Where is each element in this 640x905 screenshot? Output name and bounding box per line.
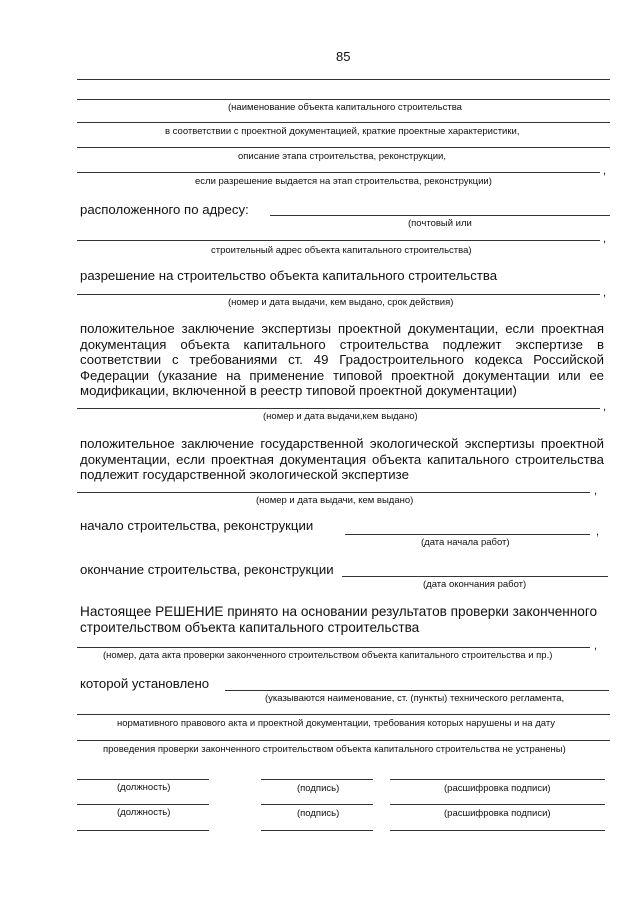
label-established: которой установлено <box>80 676 210 691</box>
signature-line <box>390 804 605 805</box>
paragraph-line: соответствии с требованиями ст. 49 Градостроительного кодекса Российской <box>80 352 604 367</box>
caption-decoding: (расшифровка подписи) <box>444 783 551 794</box>
caption-position: (должность) <box>117 807 171 818</box>
caption-build-address: строительный адрес объекта капитального строительства) <box>211 245 472 256</box>
fill-line <box>77 172 600 173</box>
comma: , <box>594 485 598 497</box>
caption-stage-desc: описание этапа строительства, реконструкции, <box>238 151 446 162</box>
decision-line-1: Настоящее РЕШЕНИЕ принято на основании результатов проверки законченного <box>80 604 598 619</box>
fill-line <box>77 99 610 100</box>
caption-end-date: (дата окончания работ) <box>423 579 527 590</box>
fill-line <box>342 576 608 577</box>
signature-line <box>390 779 605 780</box>
caption-regulation: (указываются наименование, ст. (пункты) технического регламента, <box>265 693 565 704</box>
comma: , <box>596 526 600 538</box>
label-located-at: расположенного по адресу: <box>80 202 249 217</box>
paragraph-line: положительное заключение государственной экологической экспертизы проектной <box>80 436 604 451</box>
signature-line <box>261 830 373 831</box>
label-start: начало строительства, реконструкции <box>80 518 314 533</box>
caption-object-name: (наименование объекта капитального строительства <box>228 102 462 113</box>
caption-check-date: проведения проверки законченного строительством объекта капитального строительства не устранены) <box>103 744 566 755</box>
fill-line <box>77 408 600 409</box>
fill-line <box>270 215 610 216</box>
caption-stage-permit: если разрешение выдается на этап строительства, реконструкции) <box>195 176 492 187</box>
signature-line <box>261 804 373 805</box>
caption-signature: (подпись) <box>297 808 340 819</box>
decision-line-2: строительством объекта капитального строительства <box>80 620 420 635</box>
paragraph-line: документации, если проектная документация объекта капитального строительства <box>80 451 604 467</box>
paragraph-line: документация объекта капитального строительства подлежит экспертизе в <box>80 336 604 352</box>
comma: , <box>603 233 607 245</box>
comma: , <box>603 165 607 177</box>
comma: , <box>603 287 607 299</box>
fill-line <box>77 492 590 493</box>
caption-signature: (подпись) <box>297 783 340 794</box>
fill-line <box>77 79 610 80</box>
paragraph-line: Федерации (указание на применение типовой проектной документации или ее <box>80 367 604 383</box>
caption-design-docs: в соответствии с проектной документацией, краткие проектные характеристики, <box>165 126 520 137</box>
signature-line <box>77 830 209 831</box>
caption-expertise-details: (номер и дата выдачи,кем выдано) <box>263 411 418 422</box>
caption-permit-details: (номер и дата выдачи, кем выдано, срок действия) <box>228 297 454 308</box>
caption-start-date: (дата начала работ) <box>421 537 510 548</box>
paragraph-line: модификации, включенной в реестр типовой проектной документации) <box>80 383 517 398</box>
paragraph-line: подлежит государственной экологической экспертизе <box>80 467 409 482</box>
fill-line <box>77 240 600 241</box>
signature-line <box>390 830 605 831</box>
fill-line <box>77 647 590 648</box>
paragraph-eco <box>80 436 604 483</box>
fill-line <box>345 534 590 535</box>
signature-line <box>261 779 373 780</box>
signature-line <box>77 779 209 780</box>
paragraph-line: положительное заключение экспертизы проектной документации, если проектная <box>80 321 604 336</box>
fill-line <box>225 690 609 691</box>
signature-line <box>77 804 209 805</box>
comma: , <box>594 640 598 652</box>
comma: , <box>603 401 607 413</box>
caption-act-details: (номер, дата акта проверки законченного строительством объекта капитального строительства и пр.) <box>103 650 553 661</box>
paragraph-expertise <box>80 321 604 399</box>
label-permit: разрешение на строительство объекта капитального строительства <box>80 268 498 283</box>
caption-decoding: (расшифровка подписи) <box>444 808 551 819</box>
fill-line <box>77 294 600 295</box>
caption-eco-details: (номер и дата выдачи, кем выдано) <box>256 495 414 506</box>
page-number: 85 <box>336 49 351 64</box>
fill-line <box>77 714 610 715</box>
caption-position: (должность) <box>117 782 171 793</box>
caption-postal: (почтовый или <box>408 218 472 229</box>
fill-line <box>77 122 610 123</box>
fill-line <box>77 147 610 148</box>
caption-norm-acts: нормативного правового акта и проектной документации, требования которых нарушены и на дату <box>117 718 556 729</box>
label-end: окончание строительства, реконструкции <box>80 562 334 577</box>
fill-line <box>77 740 610 741</box>
